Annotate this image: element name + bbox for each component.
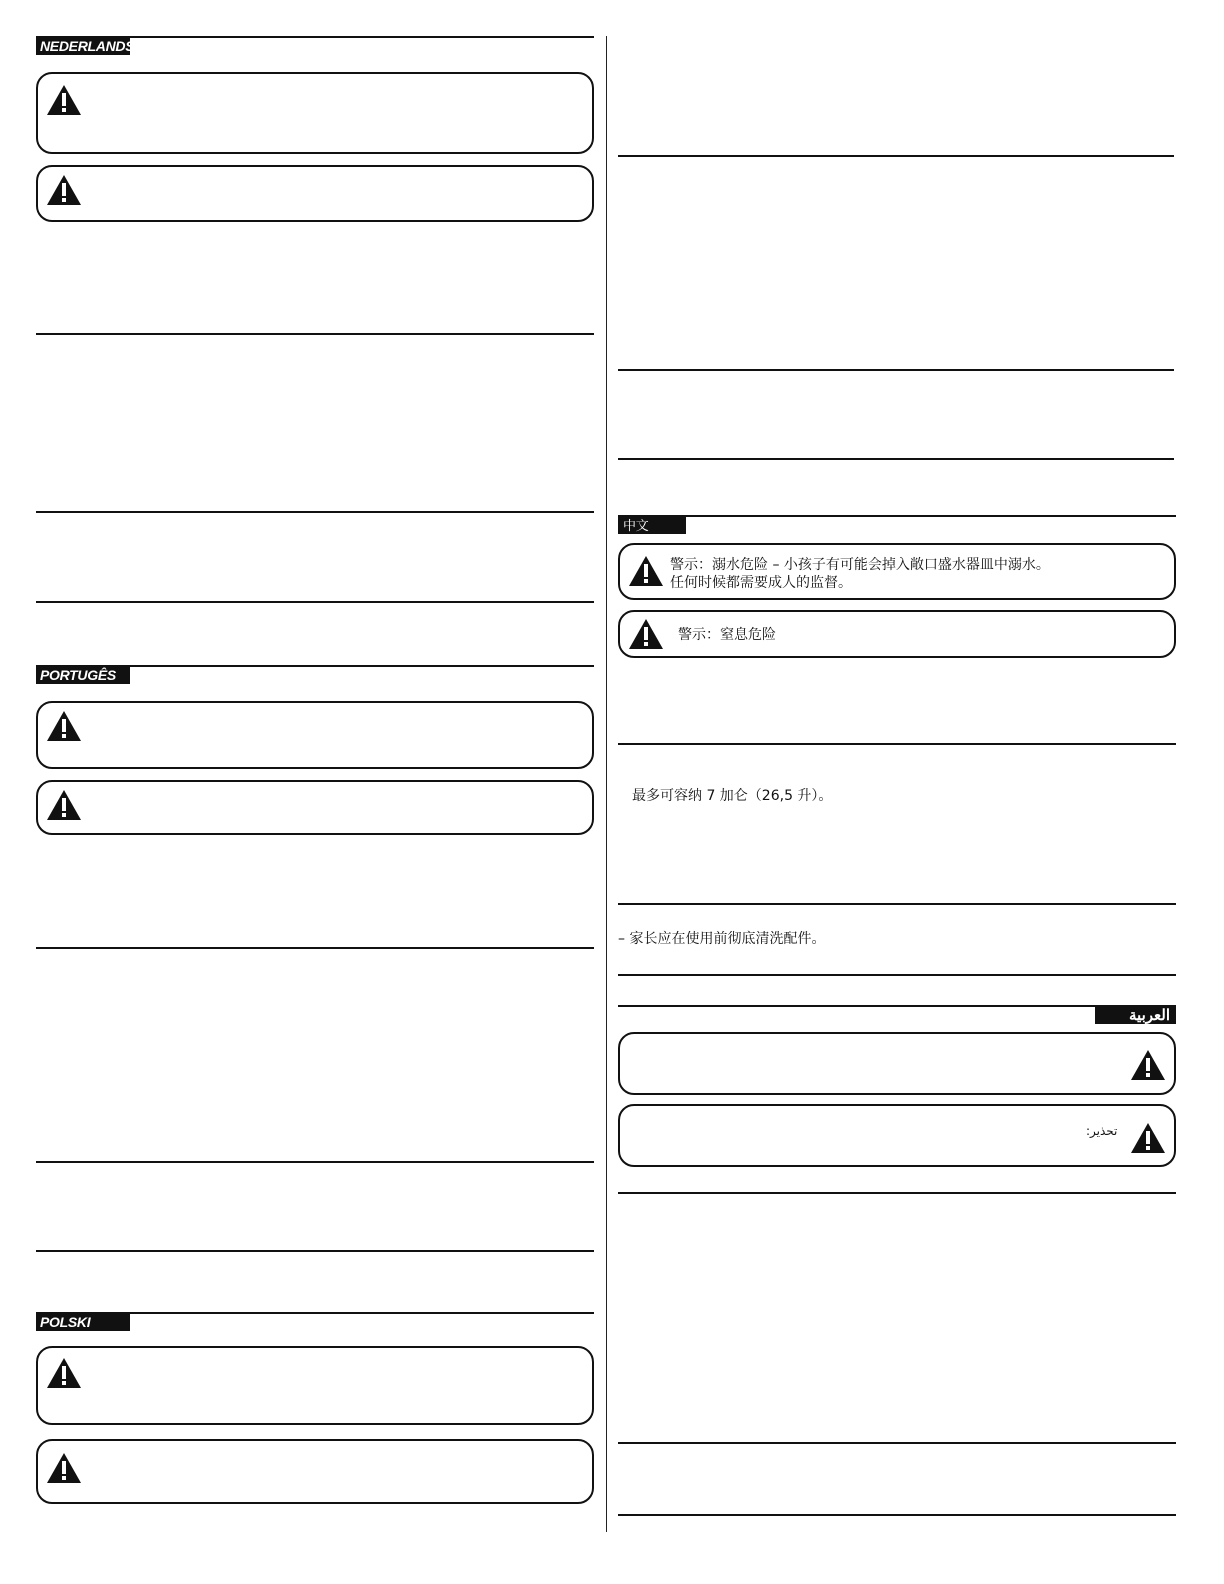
section-rule bbox=[618, 1005, 1176, 1007]
section-rule bbox=[36, 601, 594, 603]
warning-box bbox=[36, 1439, 594, 1504]
warning-box-suffocation bbox=[618, 610, 1176, 658]
warning-triangle-icon bbox=[46, 789, 82, 821]
cleaning-text: – 家长应在使用前彻底清洗配件。 bbox=[618, 931, 826, 947]
section-rule bbox=[36, 1250, 594, 1252]
warning-drowning-line2: 任何时候都需要成人的监督。 bbox=[670, 575, 852, 591]
section-rule bbox=[618, 903, 1176, 905]
warning-triangle-icon bbox=[46, 710, 82, 742]
warning-triangle-icon bbox=[1130, 1122, 1166, 1154]
section-rule bbox=[618, 1514, 1176, 1516]
section-label-arabic: العربية bbox=[1095, 1007, 1176, 1024]
section-rule bbox=[36, 1161, 594, 1163]
warning-triangle-icon bbox=[46, 1452, 82, 1484]
warning-triangle-icon bbox=[628, 555, 664, 587]
section-rule bbox=[618, 515, 1176, 517]
section-rule bbox=[618, 1442, 1176, 1444]
arabic-warning-label: تحذير: bbox=[1086, 1124, 1118, 1138]
warning-box bbox=[36, 1346, 594, 1425]
warning-suffocation-text: 警示：窒息危险 bbox=[678, 627, 776, 643]
warning-triangle-icon bbox=[46, 1357, 82, 1389]
section-label-portugues: PORTUGÊS bbox=[36, 667, 130, 684]
section-rule bbox=[618, 155, 1174, 157]
section-rule bbox=[618, 369, 1174, 371]
warning-box bbox=[36, 701, 594, 769]
section-rule bbox=[36, 333, 594, 335]
section-rule bbox=[618, 974, 1176, 976]
warning-box bbox=[36, 72, 594, 154]
section-label-chinese: 中文 bbox=[618, 517, 686, 534]
capacity-text: 最多可容纳 7 加仑（26,5 升）。 bbox=[632, 788, 833, 804]
warning-triangle-icon bbox=[46, 84, 82, 116]
warning-drowning-line1: 警示：溺水危险 – 小孩子有可能会掉入敞口盛水器皿中溺水。 bbox=[670, 557, 1050, 573]
warning-triangle-icon bbox=[628, 618, 664, 650]
section-rule bbox=[36, 511, 594, 513]
section-rule bbox=[618, 458, 1174, 460]
section-rule bbox=[618, 743, 1176, 745]
warning-box bbox=[36, 780, 594, 835]
column-divider bbox=[606, 36, 607, 1532]
warning-box bbox=[618, 1104, 1176, 1167]
warning-box bbox=[36, 165, 594, 222]
warning-triangle-icon bbox=[46, 174, 82, 206]
section-rule bbox=[36, 947, 594, 949]
warning-triangle-icon bbox=[1130, 1049, 1166, 1081]
section-label-polski: POLSKI bbox=[36, 1314, 130, 1331]
warning-box bbox=[618, 1032, 1176, 1095]
warning-box-drowning bbox=[618, 543, 1176, 600]
section-rule bbox=[618, 1192, 1176, 1194]
section-label-nederlands: NEDERLANDS bbox=[36, 38, 130, 55]
